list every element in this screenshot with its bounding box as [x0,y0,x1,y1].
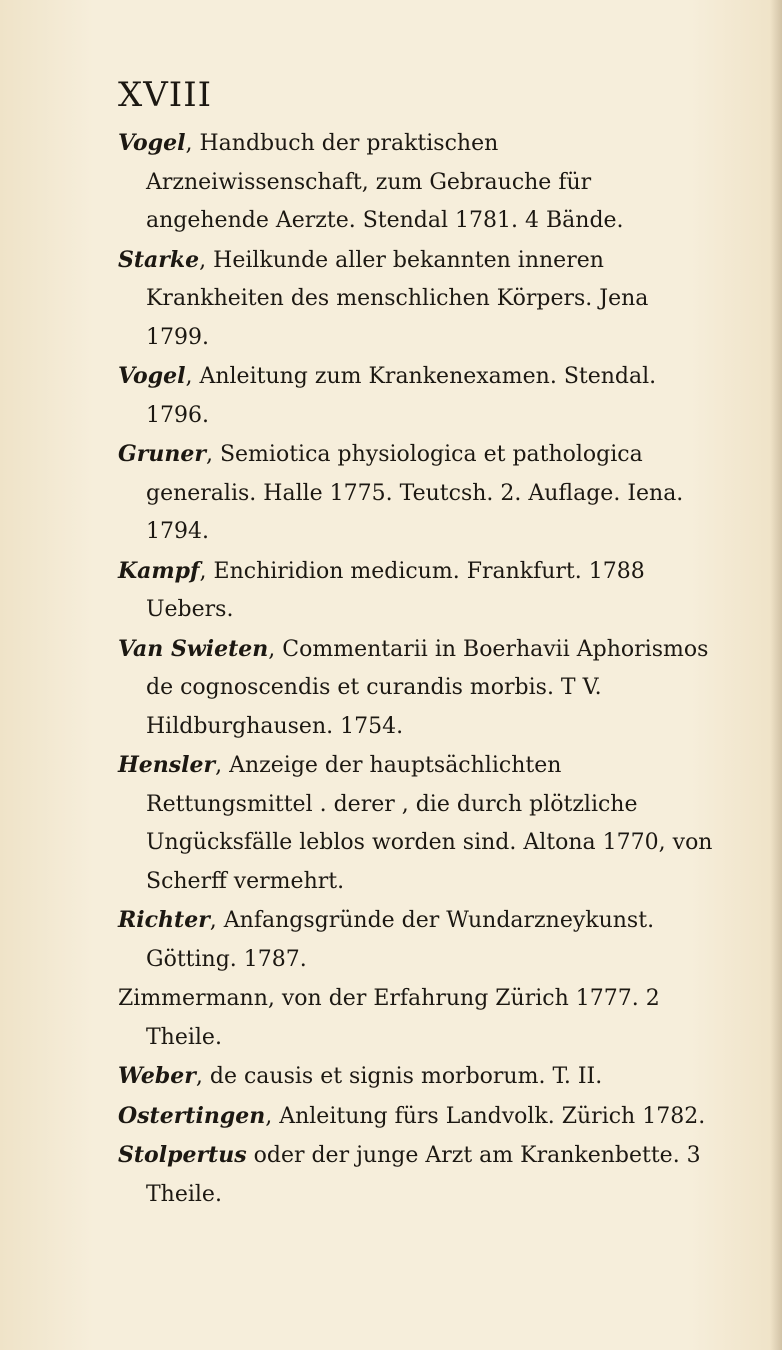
entry-author: Richter [118,907,210,933]
entry-text: oder der junge Arzt am Krankenbette. 3 Theile. [146,1143,701,1207]
entry-separator: , [199,247,214,273]
entry-text: Commentarii in Boerhavii Aphorismos de cognoscendis et curandis morbis. T V. Hildburghausen. 1754. [146,636,709,739]
entry-text: Heilkunde aller bekannten inneren Krankheiten des menschlichen Körpers. Jena 1799. [146,247,649,350]
entry-text: Anleitung zum Krankenexamen. Stendal. 1796. [146,364,657,428]
entry-text: Anleitung fürs Landvolk. Zürich 1782. [279,1103,706,1129]
entry-separator: , [195,1064,210,1089]
bibliography-entry [118,1097,718,1137]
entry-separator: , [215,753,230,778]
entry-author: Ostertingen [118,1102,266,1129]
entry-author: Weber [118,1063,196,1089]
entry-separator: , [268,636,283,662]
entry-author: Vogel [118,363,186,389]
entry-separator: , [185,364,200,389]
entry-text: Zimmermann, von der Erfahrung Zürich 1777. 2 Theile. [118,986,660,1050]
entry-author: Stolpertus [118,1142,247,1168]
entry-author: Kampf [118,557,200,584]
bibliography-list [118,124,718,1214]
page-number: XVIII [118,75,213,115]
entry-author: Starke [118,246,200,273]
bibliography-entry [118,1136,718,1214]
entry-separator: , [209,908,224,933]
bibliography-entry [118,979,718,1057]
entry-text: Semiotica physiologica et pathologica generalis. Halle 1775. Teutcsh. 2. Auflage. Iena. 1794. [146,442,684,544]
entry-author: Hensler [118,752,216,778]
bibliography-entry [118,901,718,979]
bibliography-entry [118,435,718,552]
entry-author: Gruner [118,441,206,467]
entry-separator: , [185,131,200,156]
entry-separator: , [205,442,220,467]
entry-text: de causis et signis morborum. T. II. [209,1064,603,1089]
bibliography-entry [118,241,718,358]
bibliography-entry [118,124,718,241]
entry-text: Anfangsgründe der Wundarzneykunst. Götting. 1787. [146,908,655,972]
bibliography-entry [118,746,718,901]
bibliography-entry [118,630,718,747]
entry-text: Anzeige der hauptsächlichten Rettungsmittel . derer , die durch plötzliche Ungücksfälle leblos worden sind. Altona 1770, von Scherff vermehrt. [146,753,713,894]
entry-text: Enchiridion medicum. Frankfurt. 1788 Uebers. [146,558,645,622]
bibliography-entry [118,552,718,630]
entry-text: Handbuch der praktischen Arzneiwissenschaft, zum Gebrauche für angehende Aerzte. Stendal 1781. 4 Bände. [146,131,624,233]
page-edge-shadow [770,0,782,1350]
bibliography-entry [118,357,718,435]
bibliography-entry [118,1057,718,1097]
entry-separator: , [265,1103,280,1129]
entry-separator: , [199,558,214,584]
entry-author: Vogel [118,130,186,156]
entry-author: Van Swieten [118,635,269,662]
entry-separator [247,1143,254,1168]
